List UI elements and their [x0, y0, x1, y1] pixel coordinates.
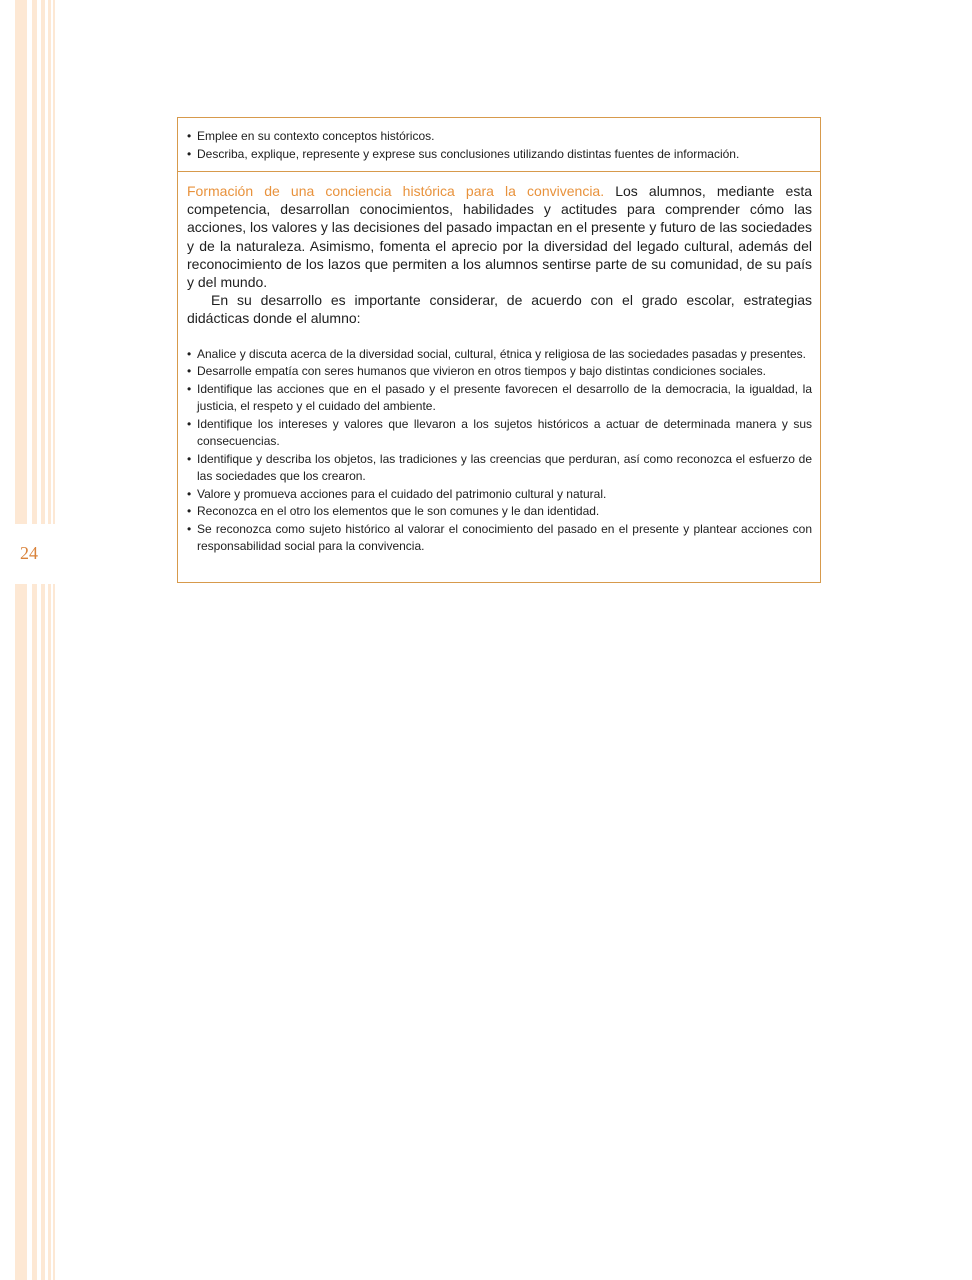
- list-item: • Identifique los intereses y valores que llevaron a los sujetos históricos a actuar de determinada manera y sus consecuencias.: [187, 416, 812, 451]
- competence-intro-text: Los alumnos, mediante esta competencia, desarrollan conocimientos, habilidades y actitudes para comprender cómo las acciones, los valores y las decisiones del pasado impactan en el presente y futuro de las sociedades y de la naturaleza. Asimismo, fomenta el aprecio por la diversidad del legado cultural, además del reconocimiento de los lazos que permiten a los alumnos sentirse parte de su comunidad, de su país y del mundo.: [187, 183, 812, 291]
- margin-stripe: [48, 0, 51, 1280]
- competence-intro: [187, 182, 812, 291]
- list-item: • Identifique y describa los objetos, las tradiciones y las creencias que perduran, así como reconozca el esfuerzo de las sociedades que los crearon.: [187, 451, 812, 486]
- margin-stripe: [53, 0, 55, 1280]
- list-item: • Identifique las acciones que en el pasado y el presente favorecen el desarrollo de la democracia, la igualdad, la justicia, el respeto y el cuidado del ambiente.: [187, 381, 812, 416]
- top-bullet-box: [177, 117, 821, 172]
- list-item: • Se reconozca como sujeto histórico al valorar el conocimiento del pasado en el presente y plantear acciones con responsabilidad social para la convivencia.: [187, 521, 812, 556]
- strategies-paragraph: En su desarrollo es importante considerar, de acuerdo con el grado escolar, estrategias didácticas donde el alumno:: [187, 292, 812, 327]
- list-item: • Reconozca en el otro los elementos que le son comunes y le dan identidad.: [187, 503, 812, 521]
- strategies-list: [187, 346, 812, 556]
- competence-box: [177, 172, 821, 583]
- list-item: • Analice y discuta acerca de la diversidad social, cultural, étnica y religiosa de las sociedades pasadas y presentes.: [187, 346, 812, 364]
- margin-stripe: [15, 0, 27, 1280]
- list-item: • Valore y promueva acciones para el cuidado del patrimonio cultural y natural.: [187, 486, 812, 504]
- list-item: • Desarrolle empatía con seres humanos que vivieron en otros tiempos y bajo distintas condiciones sociales.: [187, 363, 812, 381]
- margin-stripe: [32, 0, 37, 1280]
- list-item: • Describa, explique, represente y exprese sus conclusiones utilizando distintas fuentes de información.: [187, 146, 812, 164]
- top-bullet-list: [187, 128, 812, 163]
- margin-stripe: [41, 0, 45, 1280]
- page-number: 24: [20, 543, 38, 563]
- list-item: • Emplee en su contexto conceptos históricos.: [187, 128, 812, 146]
- competence-heading: Formación de una conciencia histórica para la convivencia.: [187, 183, 605, 199]
